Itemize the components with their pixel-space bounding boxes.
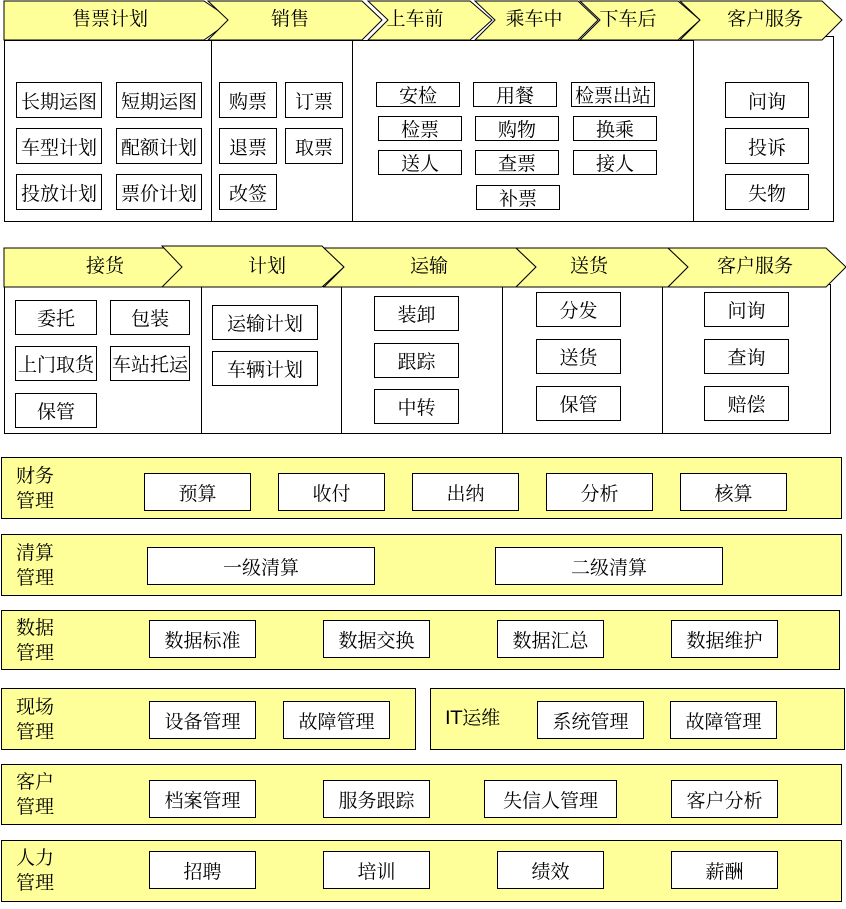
service-tracking: 服务跟踪 — [323, 780, 430, 818]
hr-label: 人力 管理 — [16, 847, 55, 894]
consignment: 委托 — [15, 300, 97, 335]
it-fault-management: 故障管理 — [670, 701, 777, 739]
clearing-label: 清算 管理 — [16, 542, 55, 589]
vehicle-plan: 车辆计划 — [212, 351, 318, 386]
compensation: 赔偿 — [704, 386, 789, 421]
transfer: 换乘 — [573, 116, 657, 141]
transport-plan: 运输计划 — [212, 305, 318, 340]
release-plan: 投放计划 — [16, 174, 102, 210]
see-off: 送人 — [378, 150, 462, 175]
accounting: 核算 — [680, 473, 787, 511]
first-level-clearing: 一级清算 — [147, 547, 375, 585]
supplementary-ticket: 补票 — [476, 185, 560, 210]
ticket-inspection: 查票 — [475, 150, 559, 175]
cashier: 出纳 — [412, 473, 519, 511]
complaint: 投诉 — [725, 128, 809, 164]
distribution: 分发 — [536, 292, 621, 327]
hr-band — [1, 840, 842, 902]
loading-unloading: 装卸 — [374, 296, 459, 331]
freight-query: 查询 — [704, 339, 789, 374]
long-term-timetable: 长期运图 — [16, 82, 102, 118]
storage: 保管 — [15, 393, 97, 428]
it-ops-band — [430, 688, 845, 750]
stage-before-boarding: 上车前 — [386, 8, 444, 30]
receipts-payments: 收付 — [278, 473, 385, 511]
quota-plan: 配额计划 — [116, 128, 202, 164]
dining: 用餐 — [473, 82, 557, 107]
site-fault-management: 故障管理 — [283, 701, 390, 739]
buy-ticket: 购票 — [219, 82, 277, 118]
data-label: 数据 管理 — [16, 617, 55, 664]
packing: 包装 — [110, 300, 190, 335]
data-aggregation: 数据汇总 — [497, 620, 604, 658]
finance-band — [1, 457, 842, 519]
security-check: 安检 — [376, 82, 460, 107]
vehicle-type-plan: 车型计划 — [16, 128, 102, 164]
performance: 绩效 — [497, 851, 604, 889]
stage-sales: 销售 — [270, 8, 309, 30]
goods-storage: 保管 — [536, 386, 621, 421]
data-exchange: 数据交换 — [323, 620, 430, 658]
stage-on-board: 乘车中 — [505, 8, 563, 30]
finance-label: 财务 管理 — [16, 465, 55, 512]
door-pickup: 上门取货 — [15, 346, 97, 381]
exit-check: 检票出站 — [571, 82, 655, 107]
inquiry: 问询 — [725, 82, 809, 118]
tracking: 跟踪 — [374, 343, 459, 378]
data-maintenance: 数据维护 — [671, 620, 778, 658]
freight-inquiry: 问询 — [704, 292, 789, 327]
customer-label: 客户 管理 — [16, 771, 55, 818]
short-term-timetable: 短期运图 — [116, 82, 202, 118]
goods-delivery: 送货 — [536, 339, 621, 374]
stage-plan: 计划 — [247, 255, 286, 277]
stage-after-alighting: 下车后 — [599, 8, 657, 30]
compensation-pay: 薪酬 — [671, 851, 778, 889]
data-standard: 数据标准 — [149, 620, 256, 658]
second-level-clearing: 二级清算 — [495, 547, 723, 585]
collect-ticket: 取票 — [285, 128, 343, 164]
ticket-check: 检票 — [378, 116, 462, 141]
stage-delivery: 送货 — [569, 255, 608, 277]
clearing-band — [1, 534, 842, 596]
data-band — [1, 610, 840, 670]
lost-property: 失物 — [725, 174, 809, 210]
site-label: 现场 管理 — [16, 696, 55, 743]
pick-up: 接人 — [573, 150, 657, 175]
recruitment: 招聘 — [149, 851, 256, 889]
dishonest-person-management: 失信人管理 — [484, 780, 617, 818]
it-ops-label: IT运维 — [445, 707, 501, 729]
transit: 中转 — [374, 389, 459, 424]
stage-receive: 接货 — [85, 255, 124, 277]
change-ticket: 改签 — [219, 174, 277, 210]
stage-ticket-plan: 售票计划 — [71, 8, 148, 30]
customer-band — [1, 764, 842, 825]
system-management: 系统管理 — [537, 701, 644, 739]
stage-freight-service: 客户服务 — [716, 255, 793, 277]
shopping: 购物 — [475, 116, 559, 141]
archive-management: 档案管理 — [149, 780, 256, 818]
budget: 预算 — [144, 473, 251, 511]
customer-analysis: 客户分析 — [671, 780, 778, 818]
refund-ticket: 退票 — [219, 128, 277, 164]
fare-plan: 票价计划 — [116, 174, 202, 210]
site-band — [1, 688, 416, 750]
stage-customer-service: 客户服务 — [726, 8, 803, 30]
training: 培训 — [323, 851, 430, 889]
equipment-management: 设备管理 — [149, 701, 256, 739]
station-consign: 车站托运 — [110, 346, 190, 381]
analysis: 分析 — [546, 473, 653, 511]
book-ticket: 订票 — [285, 82, 343, 118]
stage-transport: 运输 — [409, 255, 448, 277]
